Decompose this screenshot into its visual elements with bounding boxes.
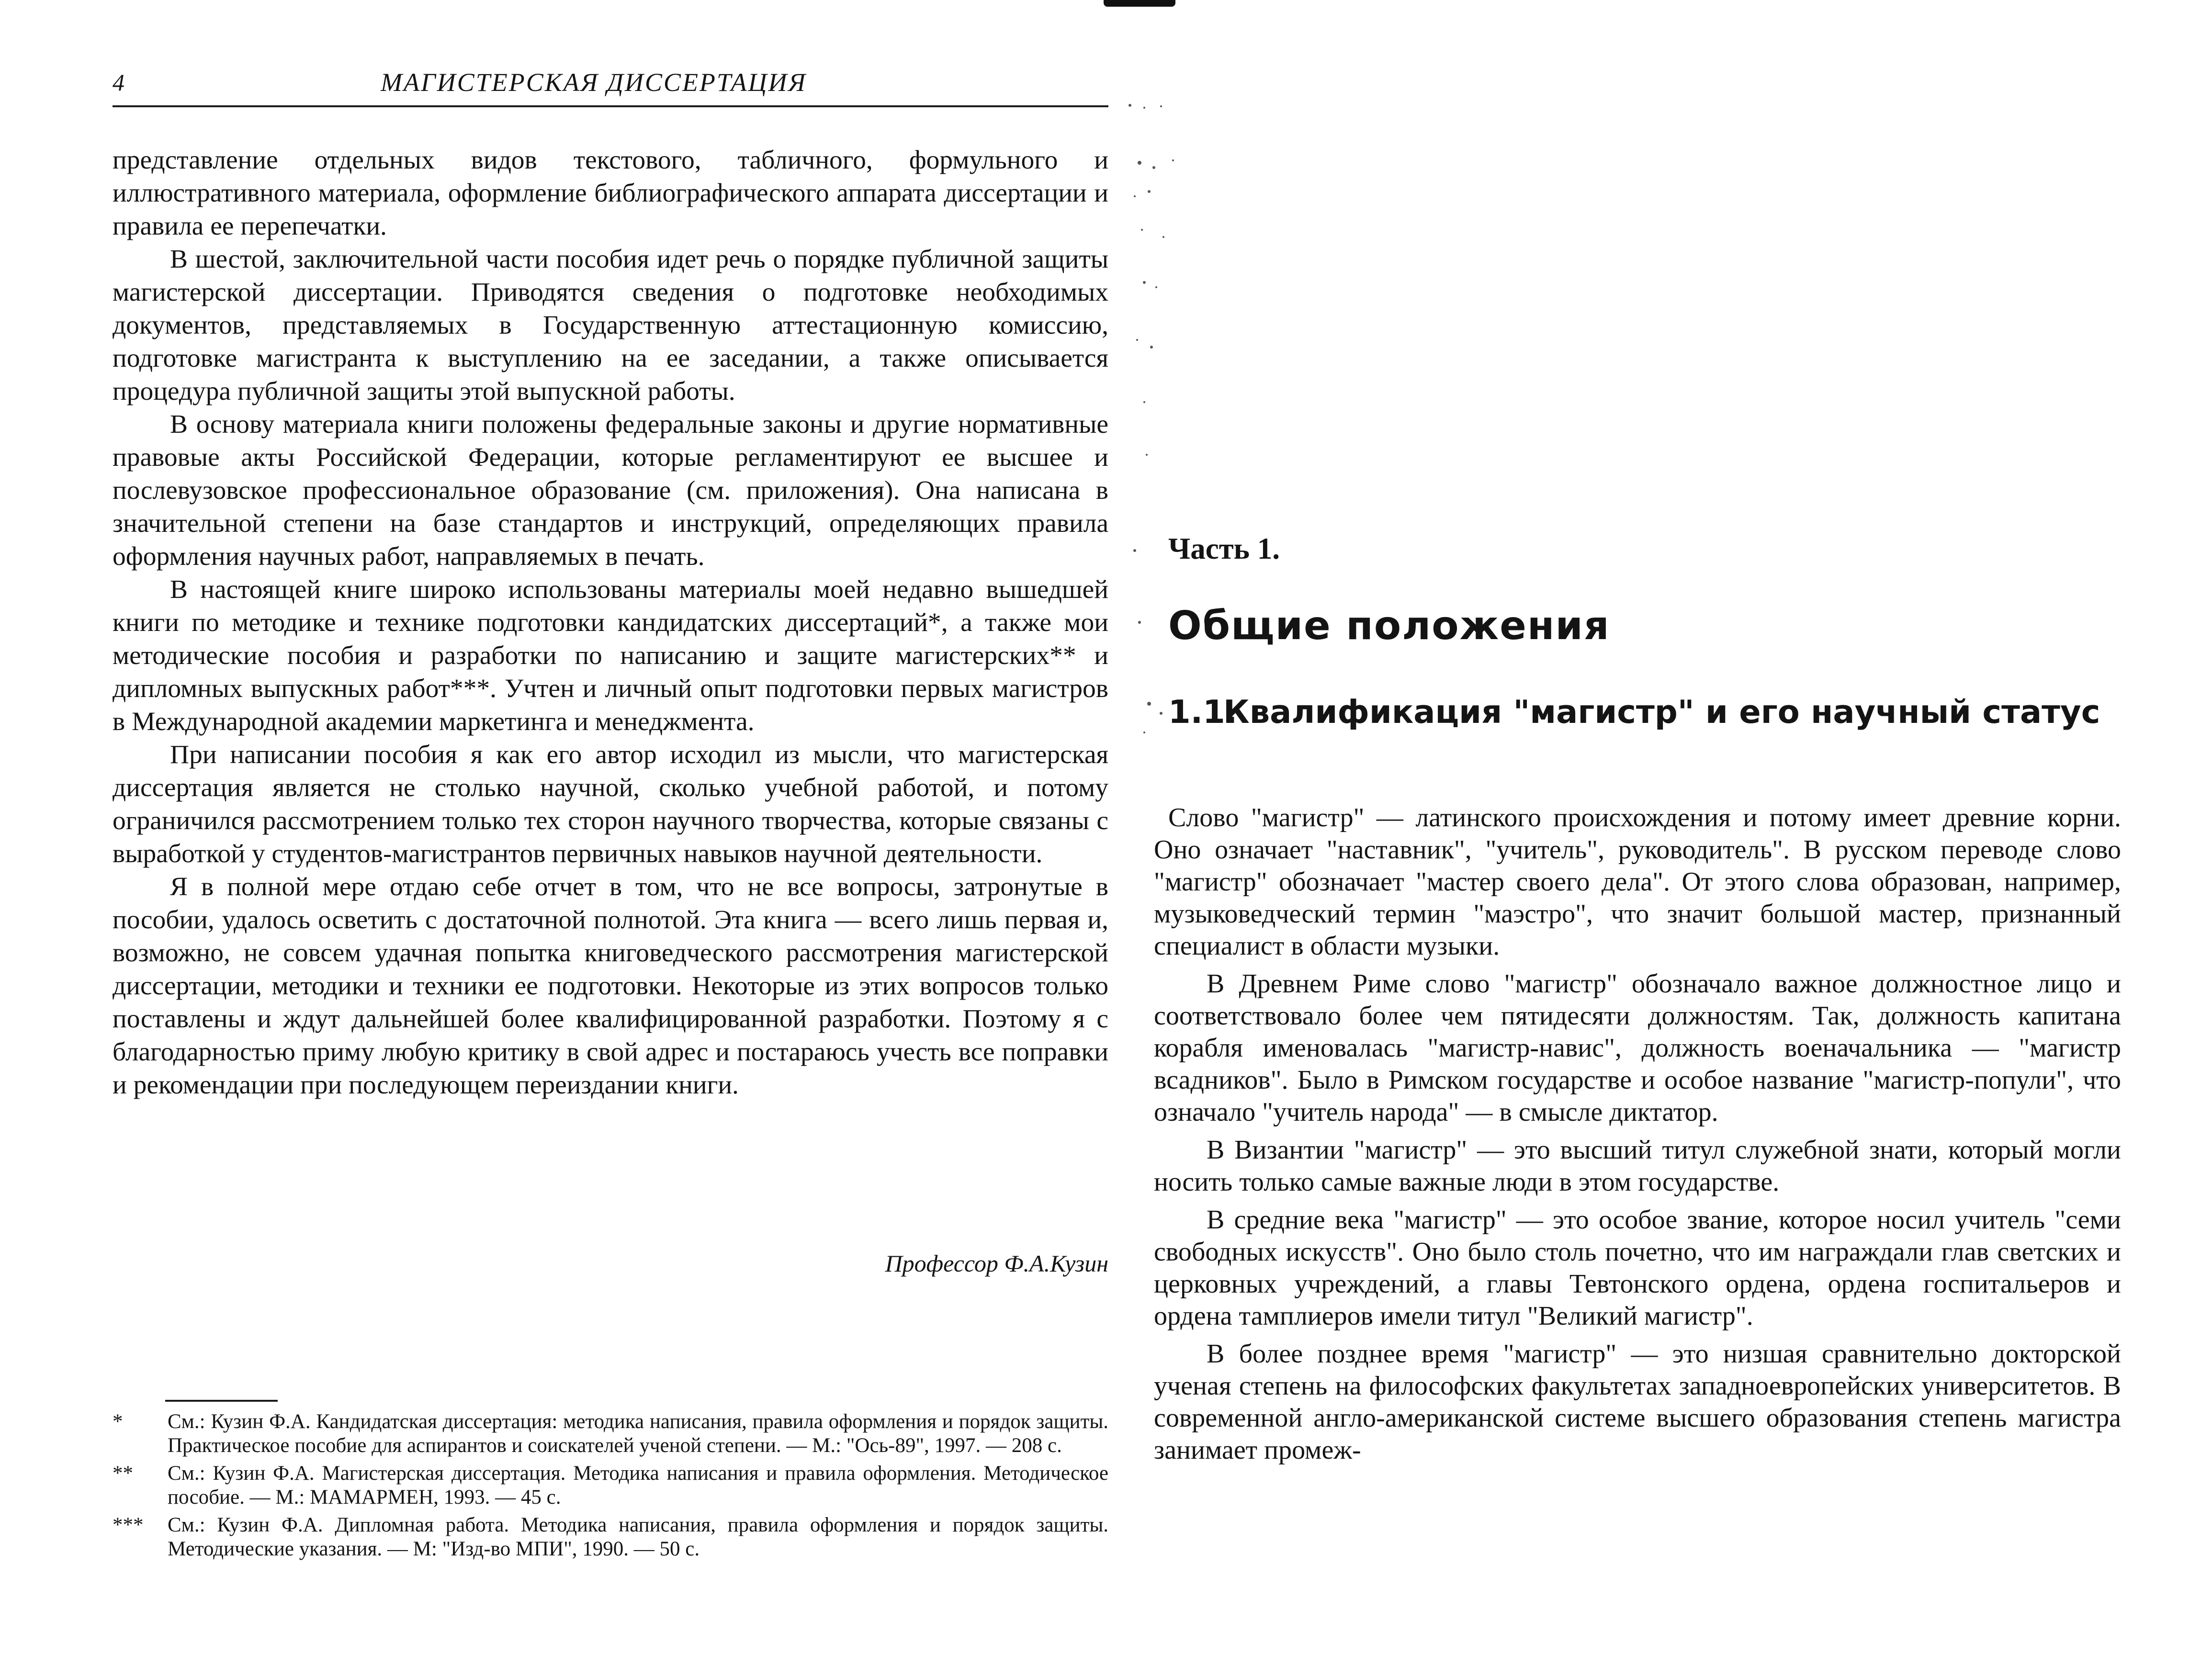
paragraph: Я в полной мере отдаю себе отчет в том, что не все вопросы, затронутые в пособии, удалось осветить с достаточной полнотой. Эта книга — всего лишь первая и, возможно, не совсем удачная попытка книговедческого рассмотрения магистерской диссертации, методики и техники ее подготовки. Некоторые из этих вопросов только поставлены и ждут дальнейшей более квалифицированной разработки. Поэтому я с благодарностью приму любую критику в свой адрес и постараюсь учесть все поправки и рекомендации при последующем переиздании книги.	[113, 872, 1108, 1100]
running-head	[113, 65, 1108, 107]
paragraph: В шестой, заключительной части пособия идет речь о порядке публичной защиты магистерской диссертации. Приводятся сведения о подготовке необходимых документов, представляемых в Государственную аттестационную комиссию, подготовке магистранта к выступлению на ее заседании, а также описывается процедура публичной защиты этой выпускной работы.	[113, 245, 1108, 406]
paragraph: В более позднее время "магистр" — это низшая сравнительно докторской ученая степень на философских факультетах западноевропейских университетов. В современной англо-американской системе высшего образования степень магистра занимает промеж-	[1154, 1339, 2121, 1465]
paragraph: представление отдельных видов текстового, табличного, формульного и иллюстративного материала, оформление библиографического аппарата диссертации и правила ее перепечатки.	[113, 146, 1108, 241]
section-number: 1.1.	[1168, 693, 1238, 731]
left-body-text	[113, 144, 1108, 1102]
section-title: Квалификация "магистр" и его научный статус	[1223, 693, 2100, 731]
page-number: 4	[113, 69, 124, 96]
footnote-mark: ***	[113, 1514, 144, 1536]
paragraph: Слово "магистр" — латинского происхождения и потому имеет древние корни. Оно означает "наставник", "учитель", руководитель". В русском переводе слово "магистр" обозначает "мастер своего дела". От этого слова образован, например, музыковедческий термин "маэстро", что значит большой мастер, признанный специалист в области музыки.	[1154, 803, 2121, 961]
chapter-title: Общие положения	[1168, 603, 1610, 649]
paragraph: В Византии "магистр" — это высший титул служебной знати, который могли носить только самые важные люди в этом государстве.	[1154, 1135, 2121, 1197]
footnote-text: См.: Кузин Ф.А. Дипломная работа. Методика написания, правила оформления и порядок защиты. Методические указания. — М: "Изд-во МПИ", 1990. — 50 с.	[168, 1514, 1108, 1560]
footnotes	[113, 1410, 1108, 1565]
right-body-text	[1154, 802, 2121, 1472]
paragraph: В Древнем Риме слово "магистр" обозначало важное должностное лицо и соответствовало более чем пятидесяти должностям. Так, должность капитана корабля именовалась "магистр-навис", должность военачальника — "магистр всадников". Было в Римском государстве и особое название "магистр-попули", что означало "учитель народа" — в смысле диктатор.	[1154, 969, 2121, 1127]
footnote-divider	[165, 1400, 278, 1402]
paragraph: В основу материала книги положены федеральные законы и другие нормативные правовые акты Российской Федерации, которые регламентируют ее высшее и послевузовское профессиональное образование (см. приложения). Она написана в значительной степени на базе стандартов и инструкций, определяющих правила оформления научных работ, направляемых в печать.	[113, 410, 1108, 571]
author-signature: Профессор Ф.А.Кузин	[885, 1250, 1108, 1277]
paragraph: В средние века "магистр" — это особое звание, которое носил учитель "семи свободных искусств". Оно было столь почетно, что им награждали глав светских и церковных учреждений, а главы Тевтонского ордена, ордена госпитальеров и ордена тамплиеров имели титул "Великий магистр".	[1154, 1205, 2121, 1331]
section-heading	[1168, 694, 2121, 730]
part-label: Часть 1.	[1168, 532, 1280, 565]
footnote-text: См.: Кузин Ф.А. Кандидатская диссертация: методика написания, правила оформления и порядок защиты. Практическое пособие для аспирантов и соискателей ученой степени. — М.: "Ось-89", 1997. — 208 с.	[168, 1410, 1108, 1457]
footnote-mark: **	[113, 1462, 133, 1485]
footnote-mark: *	[113, 1410, 123, 1433]
running-head-title: МАГИСТЕРСКАЯ ДИССЕРТАЦИЯ	[381, 68, 807, 97]
footnote	[113, 1462, 1108, 1509]
footnote	[113, 1410, 1108, 1458]
footnote-text: См.: Кузин Ф.А. Магистерская диссертация. Методика написания и правила оформления. Методическое пособие. — М.: МАМАРМЕН, 1993. — 45 с.	[168, 1462, 1108, 1508]
paragraph: При написании пособия я как его автор исходил из мысли, что магистерская диссертация является не столько научной, сколько учебной работой, и потому ограничился рассмотрением только тех сторон научного творчества, которые связаны с выработкой у студентов-магистрантов первичных навыков научной деятельности.	[113, 740, 1108, 868]
footnote	[113, 1513, 1108, 1561]
paragraph: В настоящей книге широко использованы материалы моей недавно вышедшей книги по методике и технике подготовки кандидатских диссертаций*, а также мои методические пособия и разработки по написанию и защите магистерских** и дипломных выпускных работ***. Учтен и личный опыт подготовки первых магистров в Международной академии маркетинга и менеджмента.	[113, 575, 1108, 736]
